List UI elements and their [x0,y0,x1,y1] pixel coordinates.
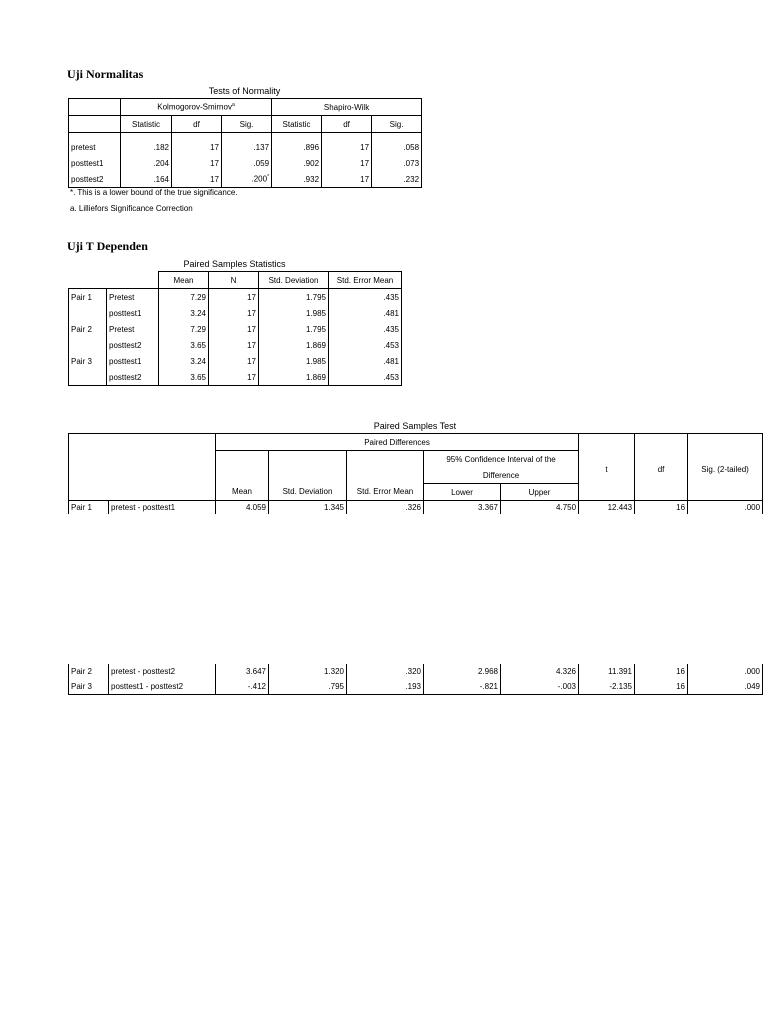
ks-df: 17 [172,155,222,171]
sw-df: 17 [322,155,372,171]
lower-value: -.821 [424,679,501,695]
lower-header: Lower [424,484,501,501]
normality-section-title: Uji Normalitas [67,67,144,81]
table-row [69,353,402,369]
table-row [69,679,763,695]
table-row [69,321,402,337]
sd-value: 1.345 [269,501,347,515]
sw-sig: .073 [372,155,422,171]
pair-label: Pair 3 [69,353,107,369]
ks-df-header: df [172,116,222,133]
n-value: 17 [209,353,259,369]
mean-value: 7.29 [159,289,209,306]
paired-stats-table [68,271,402,386]
sw-statistic-header: Statistic [272,116,322,133]
n-value: 17 [209,337,259,353]
ks-group-header: Kolmogorov-Smirnov$^a$ [121,99,272,116]
row-label: posttest2 [69,171,121,188]
df-header: df [635,462,688,479]
sem-value: .320 [347,664,424,679]
df-value: 16 [635,501,688,515]
pair-label [69,369,107,386]
blank-cell [69,434,216,501]
ci-header-difference: Difference [424,467,579,484]
t-value: 11.391 [579,664,635,679]
sd-value: 1.795 [259,321,329,337]
upper-value: 4.326 [501,664,579,679]
sd-value: 1.985 [259,353,329,369]
normality-column-header-row [69,116,422,133]
sw-df: 17 [322,139,372,155]
variable-label: posttest2 [107,337,159,353]
sig-value: .000 [688,501,763,515]
variable-label: posttest1 [107,353,159,369]
table-row [69,337,402,353]
blank-cell [269,451,347,484]
sd-value: 1.320 [269,664,347,679]
ks-statistic: .204 [121,155,172,171]
lower-value: 3.367 [424,501,501,515]
table-row [69,369,402,386]
df-value: 16 [635,679,688,695]
t-value: 12.443 [579,501,635,515]
normality-table [68,98,422,188]
mean-header: Mean [159,272,209,289]
sd-header: Std. Deviation [269,484,347,501]
pair-label: Pair 1 [69,289,107,306]
ks-sig-header: Sig. [222,116,272,133]
blank-cell [216,451,269,484]
sig-value: .000 [688,664,763,679]
mean-value: 3.65 [159,369,209,386]
sw-df: 17 [322,171,372,188]
table-row [69,171,422,188]
sem-value: .435 [329,321,402,337]
sem-value: .435 [329,289,402,306]
df-value: 16 [635,664,688,679]
sw-statistic: .896 [272,139,322,155]
sem-header: Std. Error Mean [329,272,402,289]
mean-value: -.412 [216,679,269,695]
pair-label: Pair 2 [69,664,109,679]
paired-test-caption: Paired Samples Test [373,421,457,431]
blank-cell [347,451,424,484]
sw-sig: .232 [372,171,422,188]
sig-header: Sig. (2-tailed) [688,462,763,479]
normality-group-header-row [69,99,422,116]
pair-label: Pair 3 [69,679,109,695]
sem-value: .453 [329,369,402,386]
ks-df: 17 [172,139,222,155]
paired-stats-caption: Paired Samples Statistics [183,259,286,269]
paired-test-table-continued [68,664,763,695]
mean-header: Mean [216,484,269,501]
t-header: t [579,462,635,479]
variable-label: posttest2 [107,369,159,386]
mean-value: 3.647 [216,664,269,679]
paired-test-group-header-row [69,434,763,451]
sem-value: .193 [347,679,424,695]
variable-label: posttest1 [107,305,159,321]
sem-value: .453 [329,337,402,353]
n-value: 17 [209,321,259,337]
sd-value: 1.795 [259,289,329,306]
blank-cell [69,272,159,289]
ks-sig: .059 [222,155,272,171]
n-header: N [209,272,259,289]
sd-value: 1.869 [259,337,329,353]
pair-label [69,305,107,321]
sd-value: 1.869 [259,369,329,386]
sem-value: .481 [329,353,402,369]
ks-statistic: .164 [121,171,172,188]
sem-header: Std. Error Mean [347,484,424,501]
sig-value: .049 [688,679,763,695]
pair-difference-label: posttest1 - posttest2 [109,679,216,695]
row-label: pretest [69,139,121,155]
sw-statistic: .902 [272,155,322,171]
ks-sig: .137 [222,139,272,155]
mean-value: 4.059 [216,501,269,515]
paired-differences-header: Paired Differences [216,434,579,451]
blank-cell [69,116,121,133]
sem-value: .326 [347,501,424,515]
paired-stats-header-row [69,272,402,289]
pair-label [69,337,107,353]
ks-statistic-header: Statistic [121,116,172,133]
normality-table-caption: Tests of Normality [208,86,281,96]
ks-statistic: .182 [121,139,172,155]
sw-statistic: .932 [272,171,322,188]
sw-sig-header: Sig. [372,116,422,133]
pair-difference-label: pretest - posttest1 [109,501,216,515]
table-row [69,155,422,171]
sd-value: 1.985 [259,305,329,321]
pair-label: Pair 2 [69,321,107,337]
row-label: posttest1 [69,155,121,171]
mean-value: 3.65 [159,337,209,353]
ks-sig: .200* [222,171,272,188]
table-row [69,139,422,155]
table-row [69,501,763,515]
ks-df: 17 [172,171,222,188]
table-row [69,289,402,306]
table-row [69,305,402,321]
sw-df-header: df [322,116,372,133]
t-value: -2.135 [579,679,635,695]
normality-footnote-1: *. This is a lower bound of the true significance. [70,188,238,197]
normality-footnote-2: a. Lilliefors Significance Correction [70,204,193,213]
upper-value: -.003 [501,679,579,695]
pair-difference-label: pretest - posttest2 [109,664,216,679]
n-value: 17 [209,289,259,306]
mean-value: 7.29 [159,321,209,337]
upper-header: Upper [501,484,579,501]
paired-test-table [68,433,763,514]
lower-value: 2.968 [424,664,501,679]
ci-header: 95% Confidence Interval of the [424,451,579,468]
sem-value: .481 [329,305,402,321]
mean-value: 3.24 [159,353,209,369]
blank-cell [69,99,121,116]
variable-label: Pretest [107,289,159,306]
sd-value: .795 [269,679,347,695]
ttest-section-title: Uji T Dependen [67,239,148,253]
sw-group-header: Shapiro-Wilk [272,99,422,116]
variable-label: Pretest [107,321,159,337]
upper-value: 4.750 [501,501,579,515]
pair-label: Pair 1 [69,501,109,515]
n-value: 17 [209,369,259,386]
sd-header: Std. Deviation [259,272,329,289]
n-value: 17 [209,305,259,321]
sw-sig: .058 [372,139,422,155]
mean-value: 3.24 [159,305,209,321]
table-row [69,664,763,679]
